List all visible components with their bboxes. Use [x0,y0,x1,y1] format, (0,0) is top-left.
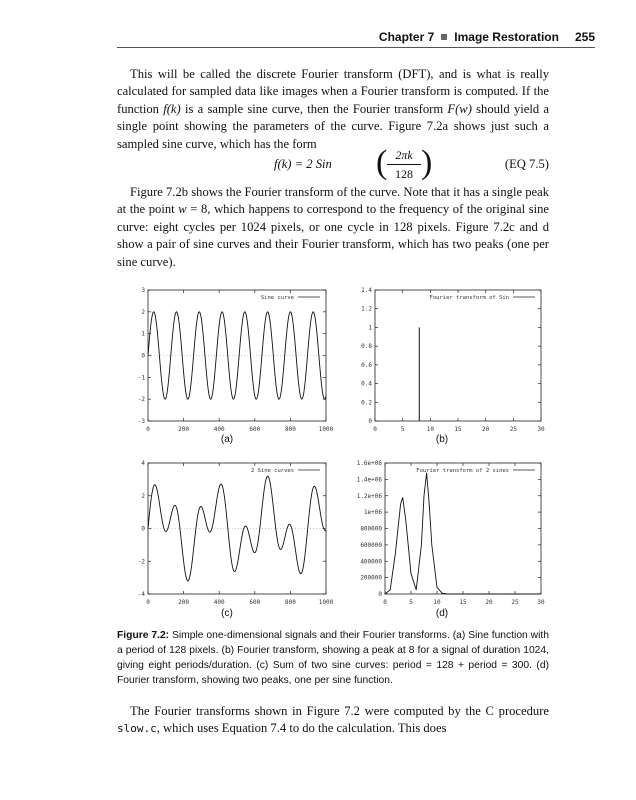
p2-math-w: w [178,202,187,217]
equation-numerator: 2πk [387,148,421,165]
x-tick-label: 200 [178,599,190,606]
y-tick-label: 1 [141,330,145,338]
x-tick-label: 200 [178,426,190,433]
subfig-label-c: (c) [221,608,233,619]
paragraph-3 [117,703,549,738]
x-tick-label: 800 [284,599,296,606]
y-tick-label: -3 [137,418,145,425]
y-tick-label: 0.6 [361,361,372,369]
plot-frame [148,290,326,421]
x-tick-label: 15 [459,599,467,606]
y-tick-label: 1.2 [361,305,372,313]
x-tick-label: 20 [485,599,493,606]
y-tick-label: 400000 [360,558,382,566]
x-tick-label: 400 [213,426,225,433]
y-tick-label: 1e+06 [363,509,382,517]
equation-fraction [387,148,421,182]
x-tick-label: 0 [383,599,387,606]
legend-label: Sine curve [260,295,294,301]
running-header [117,30,595,48]
two-sines-series-line [148,476,326,581]
y-tick-label: 1.6e+06 [356,460,382,467]
p3-text-a: The Fourier transforms shown in Figure 7.2 were computed by the C procedure [130,704,549,718]
equation-7-5 [117,146,549,186]
equation-denominator: 128 [395,167,413,181]
y-tick-label: -1 [137,374,145,382]
x-tick-label: 30 [537,599,545,606]
fourier-two-peaks-line [385,473,541,594]
page-number: 255 [574,30,595,44]
p1-text-c: should yield a single point showing the parameters of the curve. Figure 7.2a shows just such a sampled sine curve, which has the form [117,101,550,151]
plot-d [349,457,549,612]
x-tick-label: 1000 [318,599,334,606]
x-tick-label: 15 [454,426,462,433]
x-tick-label: 0 [373,426,377,433]
figure-caption [117,628,549,688]
x-tick-label: 5 [400,426,405,433]
y-tick-label: 200000 [360,574,382,582]
p1-text-b: is a sample sine curve, then the Fourier transform [180,101,448,116]
p2-text-b: = 8, which happens to correspond to the frequency of the original sine curve: eight cycles per 1024 pixels, or one cycle in 128 pixels. Figure 7.2c and d show a pair of sine curves and their Fourier transform, which has two peaks (one per sine curve). [117,202,549,269]
y-tick-label: 600000 [360,541,382,549]
caption-text: Simple one-dimensional signals and their Fourier transforms. (a) Sine function with a period of 128 pixels. (b) Fourier transform, showing a peak at 8 for a signal of duration 1024, giving eight periods/duration. (c) Sum of two sine curves: period = 128 + period = 300. (d) Fourier transform, showing two peaks, one per sine function. [117,630,549,686]
y-tick-label: 0 [141,525,145,533]
y-tick-label: 0.8 [361,343,372,351]
y-tick-label: 2 [141,492,145,500]
y-tick-label: 0 [368,418,372,425]
p2-text-a: Figure 7.2b shows the Fourier transform of the curve. Note that it has a single peak at the point [117,185,549,217]
left-paren: ( [376,144,388,181]
paragraph-2 [117,184,549,271]
y-tick-label: 4 [141,460,145,467]
p3-code: slow.c [117,722,157,736]
plot-frame [385,463,541,594]
y-tick-label: 0 [141,352,145,360]
x-tick-label: 400 [213,599,225,606]
y-tick-label: 800000 [360,525,382,533]
chapter-label: Chapter 7 [378,30,435,44]
plot-frame [375,290,541,421]
header-rule [117,47,595,48]
x-tick-label: 0 [146,599,150,606]
legend-label: Fourier transform of 2 sines [416,468,509,474]
y-tick-label: 0 [378,591,382,598]
right-paren: ) [421,144,433,181]
x-tick-label: 25 [511,599,519,606]
subfig-label-a: (a) [220,434,234,445]
y-tick-label: -4 [137,591,145,598]
sine-series-line [148,312,326,399]
x-tick-label: 30 [537,426,545,433]
x-tick-label: 10 [433,599,441,606]
x-tick-label: 1000 [318,426,334,433]
y-tick-label: -2 [137,558,145,566]
paragraph-1 [117,66,549,153]
x-tick-label: 10 [426,426,434,433]
square-bullet-icon [441,34,447,40]
legend-label: 2 Sine curves [250,468,294,474]
p1-math-fw: F(w) [447,101,472,116]
y-tick-label: 1.4e+06 [356,476,382,484]
x-tick-label: 0 [146,426,150,433]
caption-label: Figure 7.2: [117,630,170,641]
plot-a [134,284,334,439]
plot-b [349,284,549,439]
y-tick-label: 1 [368,324,372,332]
y-tick-label: 0.2 [361,399,372,407]
figure-7-2 [117,282,549,622]
y-tick-label: -2 [137,396,145,404]
x-tick-label: 25 [509,426,517,433]
equation-tag: (EQ 7.5) [504,157,549,171]
p1-text-a: This will be called the discrete Fourier transform (DFT), and is what is really calculated for sampled data like images when a Fourier transform is computed. If the function [117,67,549,116]
equation-lhs: f(k) = 2 Sin [274,157,332,171]
section-label: Image Restoration [454,30,559,44]
y-tick-label: 3 [141,287,145,294]
legend-label: Fourier transform of Sin [429,295,509,301]
x-tick-label: 20 [482,426,490,433]
subfig-label-b: (b) [435,434,449,445]
x-tick-label: 600 [249,599,261,606]
y-tick-label: 1.2e+06 [356,492,382,500]
y-tick-label: 2 [141,308,145,316]
p3-text-b: , which uses Equation 7.4 to do the calculation. This does [156,721,447,736]
p1-math-fk: f(k) [163,101,181,116]
x-tick-label: 600 [249,426,261,433]
x-tick-label: 800 [284,426,296,433]
y-tick-label: 1.4 [361,287,372,294]
subfig-label-d: (d) [435,608,449,619]
plot-c [134,457,334,612]
plot-frame [148,463,326,594]
x-tick-label: 5 [409,599,413,606]
y-tick-label: 0.4 [361,380,372,388]
